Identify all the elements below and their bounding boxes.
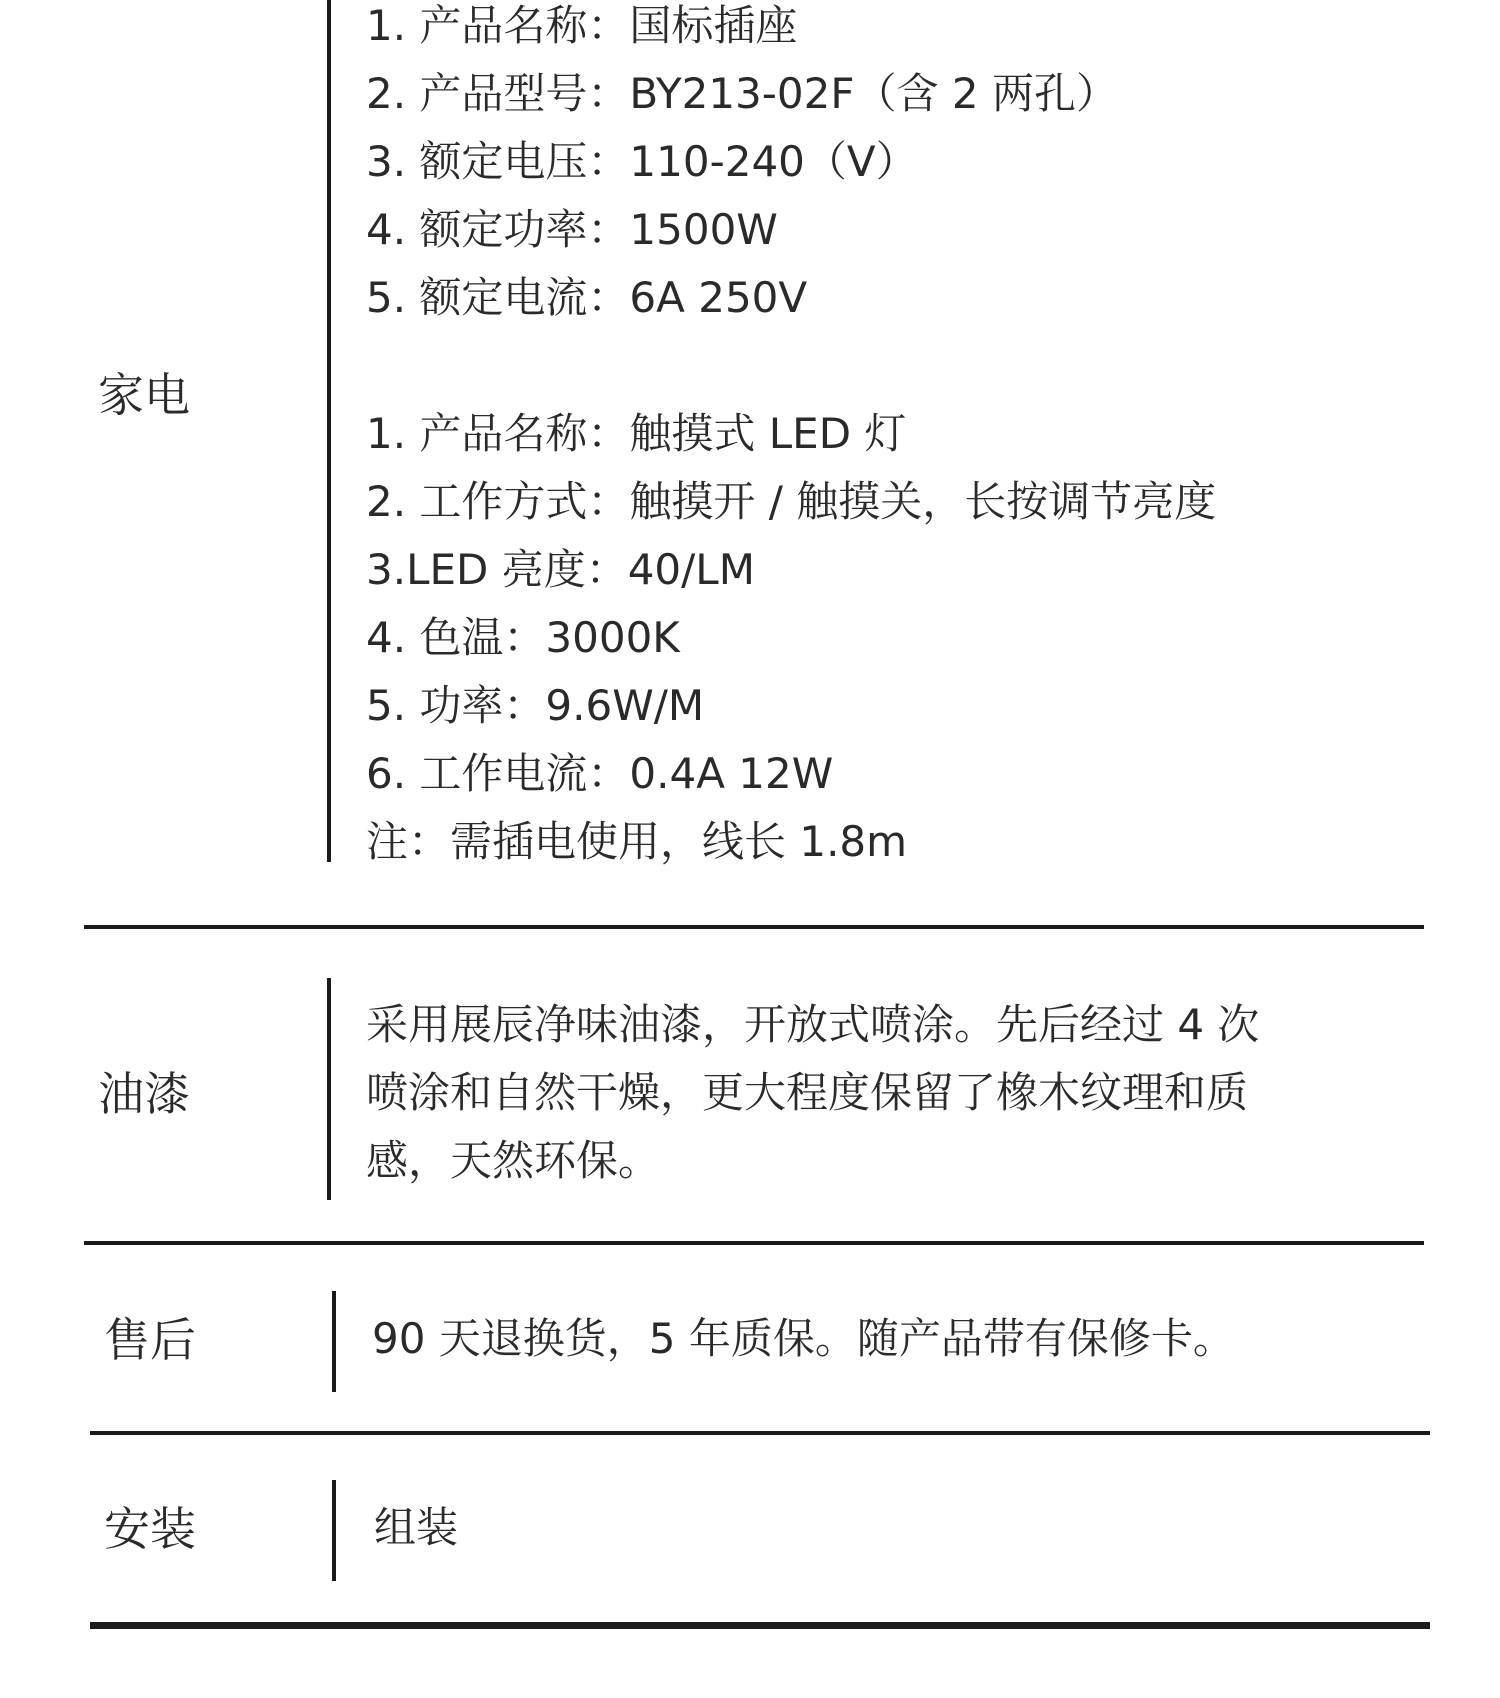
after-sales-label: 售后 (104, 1313, 196, 1367)
paint-divider (327, 978, 331, 1200)
paint-description-line: 喷涂和自然干燥，更大程度保留了橡木纹理和质 (366, 1068, 1249, 1117)
lamp-note: 注：需插电使用，线长 1.8m (366, 817, 908, 866)
paint-label: 油漆 (98, 1067, 190, 1121)
section-divider (84, 1241, 1424, 1245)
socket-spec-line: 1. 产品名称：国标插座 (366, 1, 798, 50)
socket-spec-line: 2. 产品型号：BY213-02F（含 2 两孔） (366, 69, 1118, 118)
paint-description-line: 感，天然环保。 (366, 1136, 661, 1185)
lamp-spec-line: 6. 工作电流：0.4A 12W (366, 749, 834, 798)
table-bottom-border (90, 1622, 1430, 1629)
installation-text: 组装 (374, 1503, 459, 1552)
installation-label: 安装 (104, 1502, 196, 1556)
installation-divider (332, 1480, 336, 1581)
lamp-spec-line: 5. 功率：9.6W/M (366, 681, 705, 730)
socket-spec-line: 4. 额定功率：1500W (366, 205, 778, 254)
socket-spec-line: 5. 额定电流：6A 250V (366, 273, 808, 322)
lamp-spec-line: 3.LED 亮度：40/LM (366, 545, 755, 594)
section-divider (84, 925, 1424, 929)
socket-spec-line: 3. 额定电压：110-240（V） (366, 137, 918, 186)
lamp-spec-line: 4. 色温：3000K (366, 613, 680, 662)
after-sales-divider (332, 1291, 336, 1392)
section-divider (90, 1431, 1430, 1435)
lamp-spec-line: 1. 产品名称：触摸式 LED 灯 (366, 409, 907, 458)
after-sales-text: 90 天退换货，5 年质保。随产品带有保修卡。 (372, 1314, 1235, 1363)
appliance-divider (327, 0, 331, 862)
lamp-spec-line: 2. 工作方式：触摸开 / 触摸关，长按调节亮度 (366, 477, 1217, 526)
appliance-label: 家电 (98, 368, 190, 422)
paint-description-line: 采用展辰净味油漆，开放式喷涂。先后经过 4 次 (366, 1000, 1260, 1049)
